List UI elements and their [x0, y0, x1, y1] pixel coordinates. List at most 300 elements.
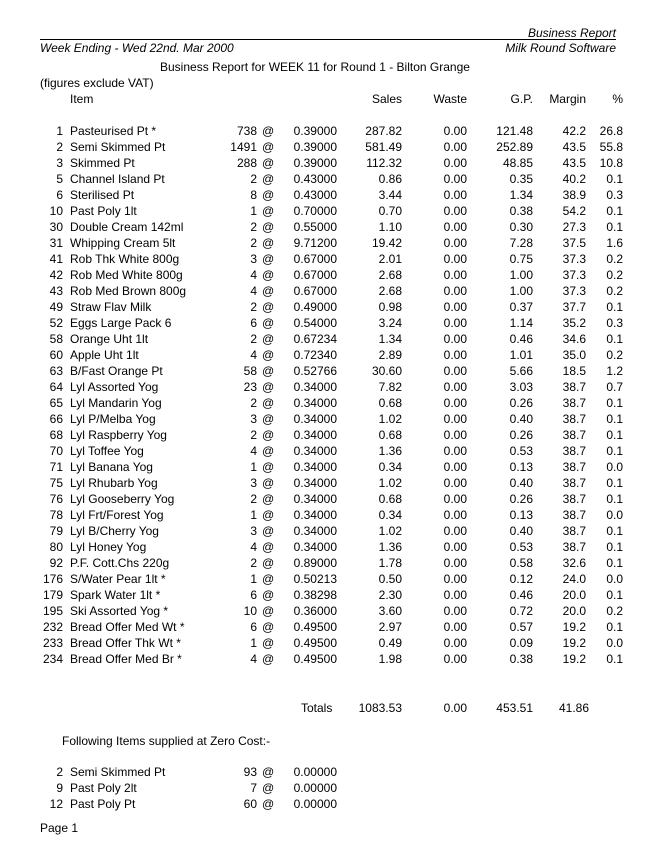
cell-gp: 0.26 [509, 492, 533, 506]
cell-pct: 0.1 [606, 412, 623, 426]
cell-item: Bread Offer Med Wt * [70, 620, 185, 634]
table-row [0, 588, 657, 604]
cell-waste: 0.00 [443, 156, 467, 170]
cell-item: Channel Island Pt [70, 172, 165, 186]
cell-pct: 0.7 [606, 380, 623, 394]
cell-at: @ [262, 364, 275, 378]
cell-sales: 30.60 [371, 364, 402, 378]
cell-pct: 0.2 [606, 284, 623, 298]
table-row [0, 444, 657, 460]
cell-gp: 1.14 [509, 316, 533, 330]
table-row [0, 428, 657, 444]
cell-num: 52 [49, 316, 63, 330]
cell-waste: 0.00 [443, 300, 467, 314]
totals-row [0, 701, 657, 717]
cell-waste: 0.00 [443, 220, 467, 234]
cell-price: 0.72340 [293, 348, 337, 362]
cell-pct: 0.1 [606, 444, 623, 458]
cell-at: @ [262, 348, 275, 362]
table-row [0, 348, 657, 364]
cell-item: Lyl B/Cherry Yog [70, 524, 159, 538]
cell-sales: 0.34 [378, 508, 402, 522]
cell-pct: 0.1 [606, 492, 623, 506]
cell-gp: 0.38 [509, 204, 533, 218]
cell-at: @ [262, 188, 275, 202]
cell-qty: 93 [243, 765, 257, 779]
cell-sales: 2.68 [378, 268, 402, 282]
cell-waste: 0.00 [443, 604, 467, 618]
cell-margin: 40.2 [562, 172, 586, 186]
cell-price: 0.49500 [293, 636, 337, 650]
table-row [0, 236, 657, 252]
cell-waste: 0.00 [443, 348, 467, 362]
cell-waste: 0.00 [443, 652, 467, 666]
table-row [0, 636, 657, 652]
vat-note: (figures exclude VAT) [40, 76, 154, 90]
cell-at: @ [262, 572, 275, 586]
table-row [0, 332, 657, 348]
cell-qty: 10 [243, 604, 257, 618]
cell-item: P.F. Cott.Chs 220g [70, 556, 170, 570]
cell-margin: 38.7 [562, 412, 586, 426]
cell-qty: 1491 [230, 140, 257, 154]
table-row [0, 204, 657, 220]
cell-sales: 581.49 [365, 140, 402, 154]
cell-sales: 3.60 [378, 604, 402, 618]
cell-item: Bread Offer Med Br * [70, 652, 182, 666]
col-margin: Margin [549, 92, 586, 106]
cell-waste: 0.00 [443, 476, 467, 490]
table-row [0, 188, 657, 204]
table-row [0, 364, 657, 380]
cell-margin: 38.7 [562, 492, 586, 506]
cell-price: 0.00000 [293, 765, 337, 779]
cell-at: @ [262, 444, 275, 458]
cell-margin: 19.2 [562, 636, 586, 650]
cell-sales: 0.50 [378, 572, 402, 586]
zero-cost-row [0, 797, 657, 813]
cell-margin: 38.7 [562, 444, 586, 458]
cell-margin: 19.2 [562, 652, 586, 666]
cell-sales: 0.68 [378, 428, 402, 442]
cell-price: 0.49000 [293, 300, 337, 314]
cell-price: 0.70000 [293, 204, 337, 218]
table-row [0, 492, 657, 508]
cell-item: Double Cream 142ml [70, 220, 184, 234]
cell-qty: 1 [250, 460, 257, 474]
zero-cost-row [0, 765, 657, 781]
cell-at: @ [262, 428, 275, 442]
cell-gp: 0.38 [509, 652, 533, 666]
table-row [0, 540, 657, 556]
cell-price: 0.34000 [293, 492, 337, 506]
cell-at: @ [262, 524, 275, 538]
cell-qty: 2 [250, 492, 257, 506]
cell-price: 0.50213 [293, 572, 337, 586]
cell-price: 0.34000 [293, 460, 337, 474]
cell-qty: 58 [243, 364, 257, 378]
cell-margin: 19.2 [562, 620, 586, 634]
table-row [0, 508, 657, 524]
cell-price: 0.34000 [293, 524, 337, 538]
cell-num: 234 [42, 652, 63, 666]
cell-num: 41 [49, 252, 63, 266]
cell-sales: 1.36 [378, 444, 402, 458]
cell-price: 0.34000 [293, 540, 337, 554]
table-row [0, 300, 657, 316]
cell-sales: 1.36 [378, 540, 402, 554]
cell-num: 1 [56, 124, 63, 138]
cell-item: Past Poly Pt [70, 797, 136, 811]
cell-waste: 0.00 [443, 620, 467, 634]
cell-sales: 3.44 [378, 188, 402, 202]
cell-num: 2 [56, 140, 63, 154]
cell-pct: 0.1 [606, 652, 623, 666]
cell-qty: 1 [250, 572, 257, 586]
zero-cost-row [0, 781, 657, 797]
col-waste: Waste [433, 92, 467, 106]
cell-num: 60 [49, 348, 63, 362]
cell-gp: 0.30 [509, 220, 533, 234]
cell-pct: 0.2 [606, 348, 623, 362]
cell-at: @ [262, 460, 275, 474]
cell-qty: 3 [250, 412, 257, 426]
table-row [0, 140, 657, 156]
cell-at: @ [262, 220, 275, 234]
table-row [0, 268, 657, 284]
cell-margin: 18.5 [562, 364, 586, 378]
cell-at: @ [262, 332, 275, 346]
cell-price: 0.00000 [293, 797, 337, 811]
cell-num: 71 [49, 460, 63, 474]
cell-qty: 6 [250, 620, 257, 634]
cell-item: Bread Offer Thk Wt * [70, 636, 181, 650]
cell-waste: 0.00 [443, 284, 467, 298]
cell-item: Orange Uht 1lt [70, 332, 149, 346]
cell-qty: 1 [250, 636, 257, 650]
cell-item: Lyl P/Melba Yog [70, 412, 156, 426]
cell-gp: 0.35 [509, 172, 533, 186]
cell-waste: 0.00 [443, 172, 467, 186]
cell-qty: 288 [236, 156, 257, 170]
cell-num: 64 [49, 380, 63, 394]
table-row [0, 620, 657, 636]
cell-margin: 20.0 [562, 604, 586, 618]
cell-price: 0.43000 [293, 172, 337, 186]
cell-sales: 7.82 [378, 380, 402, 394]
cell-price: 9.71200 [293, 236, 337, 250]
cell-item: Past Poly 2lt [70, 781, 137, 795]
cell-pct: 0.1 [606, 588, 623, 602]
cell-at: @ [262, 396, 275, 410]
cell-at: @ [262, 476, 275, 490]
cell-num: 63 [49, 364, 63, 378]
cell-gp: 0.26 [509, 396, 533, 410]
cell-margin: 27.3 [562, 220, 586, 234]
cell-sales: 2.89 [378, 348, 402, 362]
cell-price: 0.55000 [293, 220, 337, 234]
cell-num: 68 [49, 428, 63, 442]
cell-margin: 38.7 [562, 396, 586, 410]
cell-sales: 2.97 [378, 620, 402, 634]
cell-margin: 37.3 [562, 252, 586, 266]
cell-price: 0.49500 [293, 620, 337, 634]
cell-gp: 0.46 [509, 588, 533, 602]
cell-pct: 0.1 [606, 172, 623, 186]
cell-qty: 1 [250, 508, 257, 522]
cell-margin: 42.2 [562, 124, 586, 138]
cell-at: @ [262, 765, 275, 779]
cell-price: 0.67000 [293, 252, 337, 266]
cell-margin: 37.3 [562, 284, 586, 298]
cell-num: 31 [49, 236, 63, 250]
cell-price: 0.34000 [293, 396, 337, 410]
cell-item: S/Water Pear 1lt * [70, 572, 166, 586]
cell-pct: 0.2 [606, 252, 623, 266]
cell-item: Whipping Cream 5lt [70, 236, 176, 250]
cell-item: Lyl Assorted Yog [70, 380, 159, 394]
cell-qty: 3 [250, 476, 257, 490]
table-row [0, 220, 657, 236]
cell-num: 92 [49, 556, 63, 570]
cell-price: 0.34000 [293, 380, 337, 394]
page-number: Page 1 [40, 821, 79, 835]
cell-waste: 0.00 [443, 492, 467, 506]
cell-price: 0.00000 [293, 781, 337, 795]
cell-waste: 0.00 [443, 540, 467, 554]
cell-item: Spark Water 1lt * [70, 588, 161, 602]
cell-at: @ [262, 588, 275, 602]
cell-waste: 0.00 [443, 124, 467, 138]
cell-margin: 38.7 [562, 508, 586, 522]
cell-margin: 43.5 [562, 156, 586, 170]
cell-qty: 8 [250, 188, 257, 202]
cell-sales: 0.68 [378, 492, 402, 506]
software-name: Milk Round Software [505, 41, 616, 55]
cell-sales: 2.30 [378, 588, 402, 602]
cell-waste: 0.00 [443, 524, 467, 538]
cell-num: 42 [49, 268, 63, 282]
col-sales: Sales [371, 92, 402, 106]
cell-qty: 1 [250, 204, 257, 218]
cell-item: Semi Skimmed Pt [70, 140, 166, 154]
cell-waste: 0.00 [443, 460, 467, 474]
cell-waste: 0.00 [443, 444, 467, 458]
cell-gp: 0.57 [509, 620, 533, 634]
cell-margin: 37.5 [562, 236, 586, 250]
cell-item: B/Fast Orange Pt [70, 364, 163, 378]
cell-sales: 1.02 [378, 524, 402, 538]
cell-gp: 48.85 [502, 156, 533, 170]
cell-at: @ [262, 412, 275, 426]
cell-item: Rob Med White 800g [70, 268, 183, 282]
cell-item: Eggs Large Pack 6 [70, 316, 172, 330]
cell-qty: 2 [250, 236, 257, 250]
cell-price: 0.67000 [293, 284, 337, 298]
cell-qty: 2 [250, 556, 257, 570]
table-row [0, 316, 657, 332]
cell-price: 0.39000 [293, 156, 337, 170]
cell-gp: 5.66 [509, 364, 533, 378]
cell-pct: 0.0 [606, 572, 623, 586]
header-rule [40, 39, 616, 40]
cell-at: @ [262, 556, 275, 570]
cell-pct: 26.8 [599, 124, 623, 138]
cell-num: 80 [49, 540, 63, 554]
cell-num: 70 [49, 444, 63, 458]
table-row [0, 412, 657, 428]
cell-qty: 4 [250, 348, 257, 362]
cell-at: @ [262, 252, 275, 266]
cell-waste: 0.00 [443, 380, 467, 394]
cell-qty: 2 [250, 396, 257, 410]
cell-at: @ [262, 140, 275, 154]
cell-sales: 19.42 [371, 236, 402, 250]
cell-pct: 0.3 [606, 188, 623, 202]
cell-sales: 1.02 [378, 412, 402, 426]
table-row [0, 172, 657, 188]
cell-gp: 0.37 [509, 300, 533, 314]
cell-waste: 0.00 [443, 636, 467, 650]
cell-at: @ [262, 236, 275, 250]
cell-item: Lyl Raspberry Yog [70, 428, 167, 442]
cell-margin: 38.7 [562, 428, 586, 442]
cell-margin: 38.7 [562, 460, 586, 474]
cell-pct: 0.1 [606, 396, 623, 410]
cell-waste: 0.00 [443, 412, 467, 426]
cell-sales: 0.49 [378, 636, 402, 650]
totals-gp: 453.51 [496, 701, 533, 715]
cell-qty: 7 [250, 781, 257, 795]
cell-num: 233 [42, 636, 63, 650]
cell-qty: 4 [250, 268, 257, 282]
cell-at: @ [262, 268, 275, 282]
cell-item: Rob Thk White 800g [70, 252, 180, 266]
cell-sales: 112.32 [366, 156, 402, 170]
cell-gp: 0.13 [509, 460, 533, 474]
cell-sales: 1.98 [378, 652, 402, 666]
table-row [0, 252, 657, 268]
cell-qty: 6 [250, 588, 257, 602]
cell-sales: 3.24 [378, 316, 402, 330]
totals-margin: 41.86 [558, 701, 589, 715]
cell-sales: 1.02 [378, 476, 402, 490]
cell-qty: 2 [250, 220, 257, 234]
week-ending: Week Ending - Wed 22nd. Mar 2000 [40, 41, 234, 55]
cell-item: Lyl Toffee Yog [70, 444, 144, 458]
cell-pct: 0.1 [606, 620, 623, 634]
cell-sales: 287.82 [365, 124, 402, 138]
cell-at: @ [262, 156, 275, 170]
cell-item: Apple Uht 1lt [70, 348, 139, 362]
cell-pct: 0.2 [606, 268, 623, 282]
cell-gp: 0.46 [509, 332, 533, 346]
cell-at: @ [262, 380, 275, 394]
cell-num: 79 [49, 524, 63, 538]
cell-num: 43 [49, 284, 63, 298]
cell-gp: 0.58 [509, 556, 533, 570]
cell-margin: 34.6 [562, 332, 586, 346]
cell-gp: 1.00 [509, 268, 533, 282]
cell-pct: 0.3 [606, 316, 623, 330]
cell-item: Straw Flav Milk [70, 300, 152, 314]
cell-item: Ski Assorted Yog * [70, 604, 169, 618]
cell-at: @ [262, 620, 275, 634]
cell-waste: 0.00 [443, 204, 467, 218]
cell-item: Skimmed Pt [70, 156, 135, 170]
cell-num: 10 [49, 204, 63, 218]
cell-at: @ [262, 204, 275, 218]
cell-qty: 2 [250, 428, 257, 442]
report-title: Business Report for WEEK 11 for Round 1 - Bilton Grange [160, 60, 470, 74]
cell-waste: 0.00 [443, 268, 467, 282]
cell-item: Past Poly 1lt [70, 204, 137, 218]
cell-item: Lyl Honey Yog [70, 540, 147, 554]
cell-waste: 0.00 [443, 428, 467, 442]
cell-pct: 0.1 [606, 540, 623, 554]
cell-qty: 2 [250, 172, 257, 186]
cell-num: 6 [56, 188, 63, 202]
table-row [0, 124, 657, 140]
table-row [0, 476, 657, 492]
cell-pct: 0.1 [606, 332, 623, 346]
cell-waste: 0.00 [443, 508, 467, 522]
cell-at: @ [262, 124, 275, 138]
cell-at: @ [262, 797, 275, 811]
cell-num: 58 [49, 332, 63, 346]
cell-pct: 10.8 [599, 156, 623, 170]
cell-pct: 0.0 [606, 460, 623, 474]
cell-num: 12 [49, 797, 63, 811]
col-gp: G.P. [510, 92, 533, 106]
cell-price: 0.38298 [293, 588, 337, 602]
cell-gp: 0.40 [509, 524, 533, 538]
cell-num: 2 [56, 765, 63, 779]
cell-gp: 0.26 [509, 428, 533, 442]
cell-price: 0.39000 [293, 124, 337, 138]
cell-price: 0.34000 [293, 428, 337, 442]
cell-waste: 0.00 [443, 236, 467, 250]
cell-waste: 0.00 [443, 396, 467, 410]
cell-pct: 0.1 [606, 204, 623, 218]
cell-qty: 60 [243, 797, 257, 811]
cell-num: 179 [42, 588, 63, 602]
cell-at: @ [262, 781, 275, 795]
cell-margin: 24.0 [562, 572, 586, 586]
col-pct: % [612, 92, 623, 106]
cell-gp: 121.48 [496, 124, 533, 138]
cell-at: @ [262, 604, 275, 618]
cell-at: @ [262, 508, 275, 522]
cell-waste: 0.00 [443, 556, 467, 570]
cell-price: 0.67000 [293, 268, 337, 282]
cell-pct: 1.6 [606, 236, 623, 250]
cell-gp: 0.53 [509, 540, 533, 554]
cell-price: 0.34000 [293, 476, 337, 490]
cell-pct: 0.1 [606, 220, 623, 234]
cell-gp: 1.01 [509, 348, 533, 362]
column-header-row [0, 92, 657, 108]
cell-price: 0.34000 [293, 508, 337, 522]
table-row [0, 652, 657, 668]
cell-item: Semi Skimmed Pt [70, 765, 166, 779]
cell-qty: 6 [250, 316, 257, 330]
cell-sales: 0.68 [378, 396, 402, 410]
cell-gp: 252.89 [496, 140, 533, 154]
cell-at: @ [262, 492, 275, 506]
cell-price: 0.43000 [293, 188, 337, 202]
cell-num: 3 [56, 156, 63, 170]
